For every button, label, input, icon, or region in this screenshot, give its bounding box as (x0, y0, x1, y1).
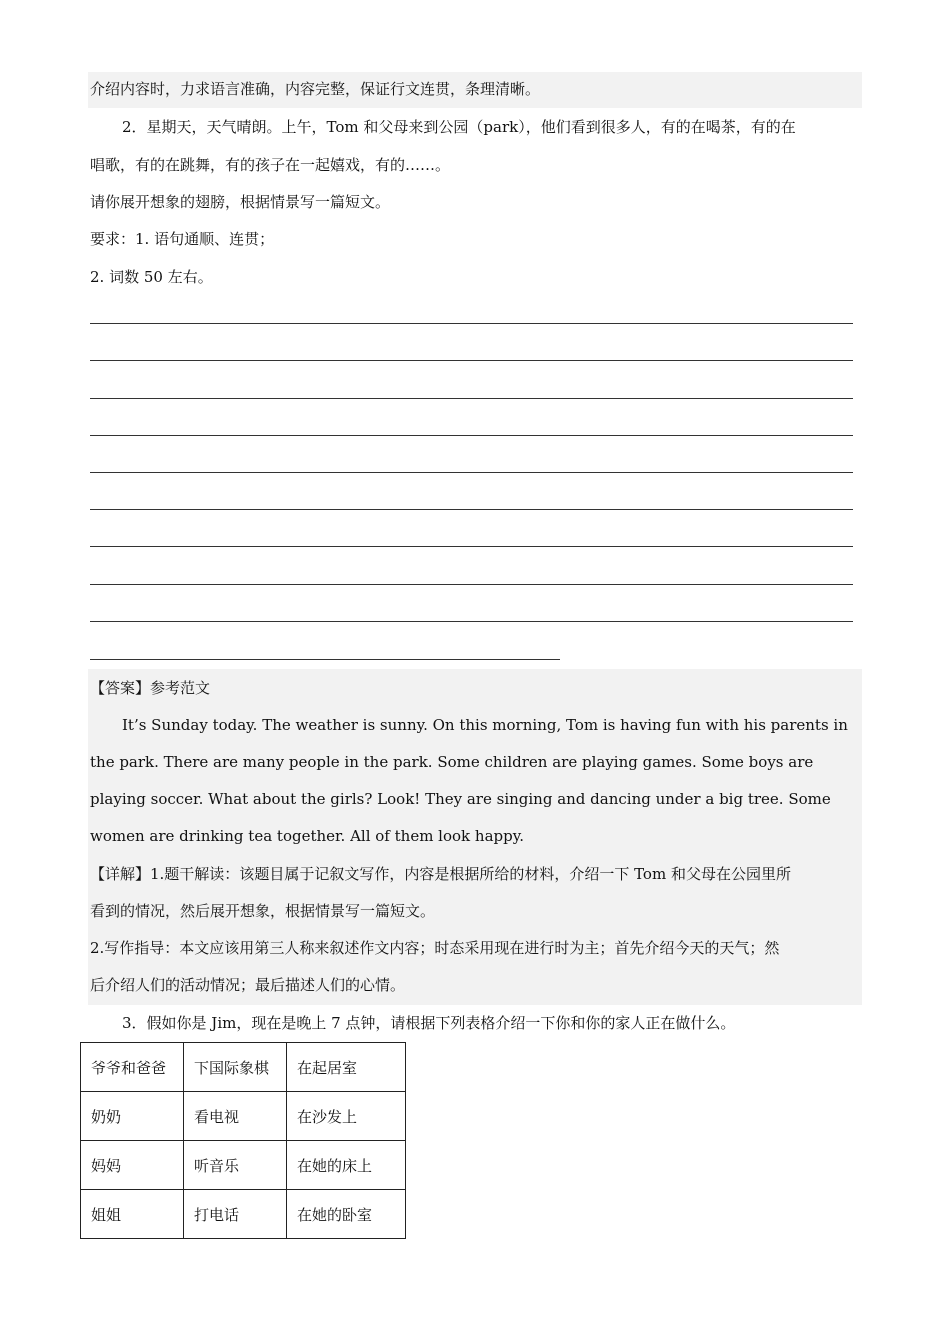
writing-line (90, 621, 853, 622)
intro-line: 介绍内容时，力求语言准确，内容完整，保证行文连贯，条理清晰。 (90, 80, 541, 98)
q2-requirement-2: 2. 词数 50 左右。 (90, 268, 213, 286)
q3-prompt: 3．假如你是 Jim，现在是晚上 7 点钟，请根据下列表格介绍一下你和你的家人正在做什么。 (122, 1014, 736, 1032)
table-cell: 姐姐 (81, 1190, 184, 1239)
table-cell: 下国际象棋 (184, 1043, 287, 1092)
q2-prompt: 请你展开想象的翅膀，根据情景写一篇短文。 (90, 193, 391, 211)
q2-line-1: 2．星期天，天气晴朗。上午，Tom 和父母来到公园（park），他们看到很多人，有的在喝茶，有的在 (122, 118, 796, 136)
table-cell: 在她的卧室 (287, 1190, 406, 1239)
q2-requirement-1: 要求：1. 语句通顺、连贯； (90, 230, 275, 248)
table-row (81, 1190, 406, 1239)
detail-line-3: 2.写作指导：本文应该用第三人称来叙述作文内容；时态采用现在进行时为主；首先介绍今天的天气；然 (90, 939, 780, 957)
answer-title: 【答案】参考范文 (90, 679, 211, 697)
writing-line (90, 472, 853, 473)
writing-line-short (90, 659, 560, 660)
writing-line (90, 546, 853, 547)
table-cell: 在沙发上 (287, 1092, 406, 1141)
table-row (81, 1092, 406, 1141)
table-cell: 在她的床上 (287, 1141, 406, 1190)
table-cell: 打电话 (184, 1190, 287, 1239)
answer-essay: It’s Sunday today. The weather is sunny. On this morning, Tom is having fun with his parents in the park. There are many people in the park. Some children are playing games. Some boys are playing soccer. What about the girls? Look! They are singing and dancing under a big tree. Some women are drinking tea together. All of them look happy. (90, 716, 848, 845)
detail-line-1: 【详解】1.题干解读：该题目属于记叙文写作，内容是根据所给的材料，介绍一下 Tom 和父母在公园里所 (90, 865, 791, 883)
table-cell: 爷爷和爸爸 (81, 1043, 184, 1092)
table-row (81, 1043, 406, 1092)
writing-line (90, 584, 853, 585)
table-cell: 看电视 (184, 1092, 287, 1141)
writing-line (90, 360, 853, 361)
writing-line (90, 323, 853, 324)
writing-line (90, 435, 853, 436)
q2-line-2: 唱歌，有的在跳舞，有的孩子在一起嬉戏，有的……。 (90, 156, 451, 174)
detail-line-2: 看到的情况，然后展开想象，根据情景写一篇短文。 (90, 902, 436, 920)
table-cell: 在起居室 (287, 1043, 406, 1092)
writing-line (90, 509, 853, 510)
table-cell: 听音乐 (184, 1141, 287, 1190)
writing-line (90, 398, 853, 399)
table-row (81, 1141, 406, 1190)
detail-line-4: 后介绍人们的活动情况；最后描述人们的心情。 (90, 976, 406, 994)
family-activity-table (80, 1042, 406, 1239)
table-cell: 奶奶 (81, 1092, 184, 1141)
table-cell: 妈妈 (81, 1141, 184, 1190)
